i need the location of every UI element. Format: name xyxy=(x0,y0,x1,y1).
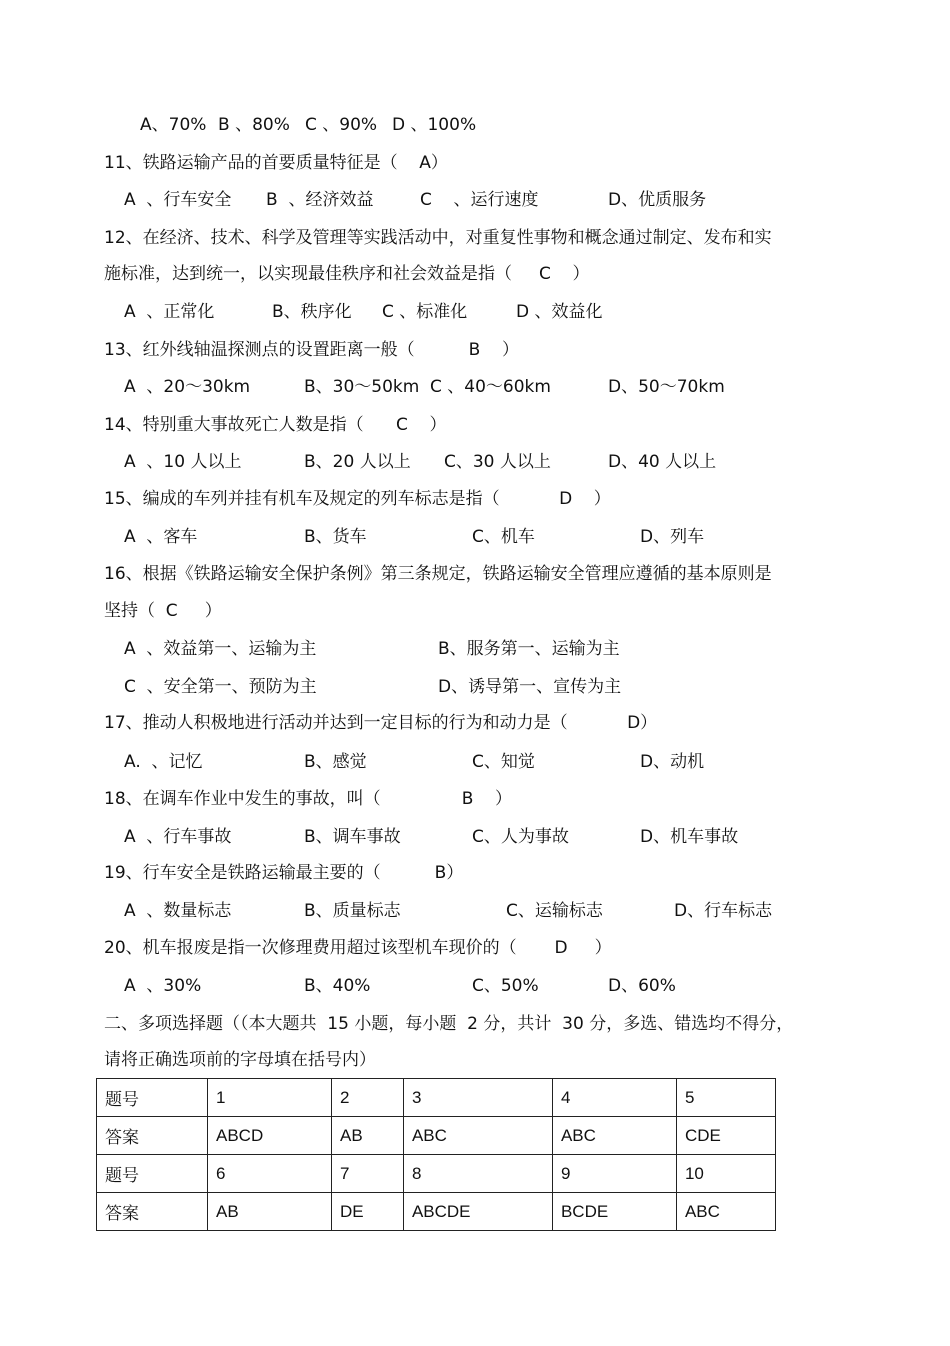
row-header-cell: 答案 xyxy=(97,1117,208,1155)
q18-option-a: A 、行车事故 xyxy=(124,827,232,847)
table-cell: CDE xyxy=(676,1117,775,1155)
question-20: 20、机车报废是指一次修理费用超过该型机车现价的（ D ） xyxy=(104,938,612,958)
q10-option-c: C 、90% xyxy=(305,115,378,135)
table-row xyxy=(97,1079,776,1117)
section-2-title: 二、多项选择题（（本大题共 15 小题，每小题 2 分，共计 30 分，多选、错选均不得分， xyxy=(104,1014,794,1034)
question-14: 14、特别重大事故死亡人数是指（ C ） xyxy=(104,415,447,435)
table-cell: 2 xyxy=(332,1079,404,1117)
q17-option-b: B、感觉 xyxy=(304,752,367,772)
q17-option-c: C、知觉 xyxy=(472,752,535,772)
table-cell: 5 xyxy=(676,1079,775,1117)
q18-option-d: D、机车事故 xyxy=(640,827,739,847)
q14-option-b: B、20 人以上 xyxy=(304,452,411,472)
q12-option-d: D 、效益化 xyxy=(516,302,603,322)
q12-option-b: B、秩序化 xyxy=(272,302,352,322)
q14-option-a: A 、10 人以上 xyxy=(124,452,242,472)
q20-option-d: D、60% xyxy=(608,976,676,996)
table-cell: ABCD xyxy=(208,1117,332,1155)
q10-option-a: A、70% xyxy=(140,115,207,135)
table-cell: 4 xyxy=(552,1079,676,1117)
q12-option-c: C 、标准化 xyxy=(382,302,468,322)
table-cell: 6 xyxy=(208,1155,332,1193)
q18-option-b: B、调车事故 xyxy=(304,827,401,847)
q13-option-c: C 、40～60km xyxy=(430,377,551,397)
q11-option-d: D、优质服务 xyxy=(608,190,707,210)
question-18: 18、在调车作业中发生的事故，叫（ B ） xyxy=(104,789,512,809)
row-header-cell: 题号 xyxy=(97,1155,208,1193)
q10-option-b: B 、80% xyxy=(218,115,290,135)
q20-option-c: C、50% xyxy=(472,976,539,996)
table-cell: 7 xyxy=(332,1155,404,1193)
question-19: 19、行车安全是铁路运输最主要的（ B） xyxy=(104,863,464,883)
q16-option-b: B、服务第一、运输为主 xyxy=(438,639,620,659)
q17-option-a: A. 、记忆 xyxy=(124,752,203,772)
q13-option-a: A 、20～30km xyxy=(124,377,251,397)
q20-option-a: A 、30% xyxy=(124,976,202,996)
question-13: 13、红外线轴温探测点的设置距离一般（ B ） xyxy=(104,340,519,360)
table-cell: DE xyxy=(332,1193,404,1231)
q14-option-c: C、30 人以上 xyxy=(444,452,551,472)
q11-option-c: C 、运行速度 xyxy=(420,190,539,210)
answer-table xyxy=(96,1078,776,1231)
question-11: 11、铁路运输产品的首要质量特征是（ A） xyxy=(104,153,448,173)
question-16: 16、根据《铁路运输安全保护条例》第三条规定，铁路运输安全管理应遵循的基本原则是 xyxy=(104,564,772,584)
table-cell: ABC xyxy=(676,1193,775,1231)
q19-option-a: A 、数量标志 xyxy=(124,901,232,921)
question-15: 15、编成的车列并挂有机车及规定的列车标志是指（ D ） xyxy=(104,489,611,509)
table-cell: 10 xyxy=(676,1155,775,1193)
table-cell: AB xyxy=(208,1193,332,1231)
q17-option-d: D、动机 xyxy=(640,752,705,772)
q15-option-d: D、列车 xyxy=(640,527,705,547)
table-cell: ABCDE xyxy=(403,1193,552,1231)
q15-option-b: B、货车 xyxy=(304,527,367,547)
q14-option-d: D、40 人以上 xyxy=(608,452,717,472)
row-header-cell: 答案 xyxy=(97,1193,208,1231)
q11-option-a: A 、行车安全 xyxy=(124,190,232,210)
question-16-line2: 坚持（ C ） xyxy=(104,601,222,621)
q19-option-b: B、质量标志 xyxy=(304,901,401,921)
table-cell: AB xyxy=(332,1117,404,1155)
q19-option-c: C、运输标志 xyxy=(506,901,603,921)
q16-option-a: A 、效益第一、运输为主 xyxy=(124,639,317,659)
q20-option-b: B、40% xyxy=(304,976,371,996)
question-17: 17、推动人积极地进行活动并达到一定目标的行为和动力是（ D） xyxy=(104,713,658,733)
question-12: 12、在经济、技术、科学及管理等实践活动中，对重复性事物和概念通过制定、发布和实 xyxy=(104,228,772,248)
q13-option-b: B、30～50km xyxy=(304,377,420,397)
q13-option-d: D、50～70km xyxy=(608,377,725,397)
q10-option-d: D 、100% xyxy=(392,115,477,135)
table-row xyxy=(97,1155,776,1193)
q11-option-b: B 、经济效益 xyxy=(266,190,374,210)
table-cell: ABC xyxy=(403,1117,552,1155)
q15-option-a: A 、客车 xyxy=(124,527,198,547)
table-row xyxy=(97,1193,776,1231)
q12-option-a: A 、正常化 xyxy=(124,302,215,322)
table-cell: 8 xyxy=(403,1155,552,1193)
table-cell: ABC xyxy=(552,1117,676,1155)
question-12-line2: 施标准，达到统一，以实现最佳秩序和社会效益是指（ C ） xyxy=(104,264,590,284)
q19-option-d: D、行车标志 xyxy=(674,901,773,921)
row-header-cell: 题号 xyxy=(97,1079,208,1117)
table-cell: 1 xyxy=(208,1079,332,1117)
section-2-title-line2: 请将正确选项前的字母填在括号内） xyxy=(104,1050,376,1070)
q18-option-c: C、人为事故 xyxy=(472,827,569,847)
q15-option-c: C、机车 xyxy=(472,527,535,547)
table-cell: BCDE xyxy=(552,1193,676,1231)
table-cell: 3 xyxy=(403,1079,552,1117)
q16-option-d: D、诱导第一、宣传为主 xyxy=(438,677,622,697)
table-cell: 9 xyxy=(552,1155,676,1193)
table-row xyxy=(97,1117,776,1155)
q16-option-c: C 、安全第一、预防为主 xyxy=(124,677,317,697)
